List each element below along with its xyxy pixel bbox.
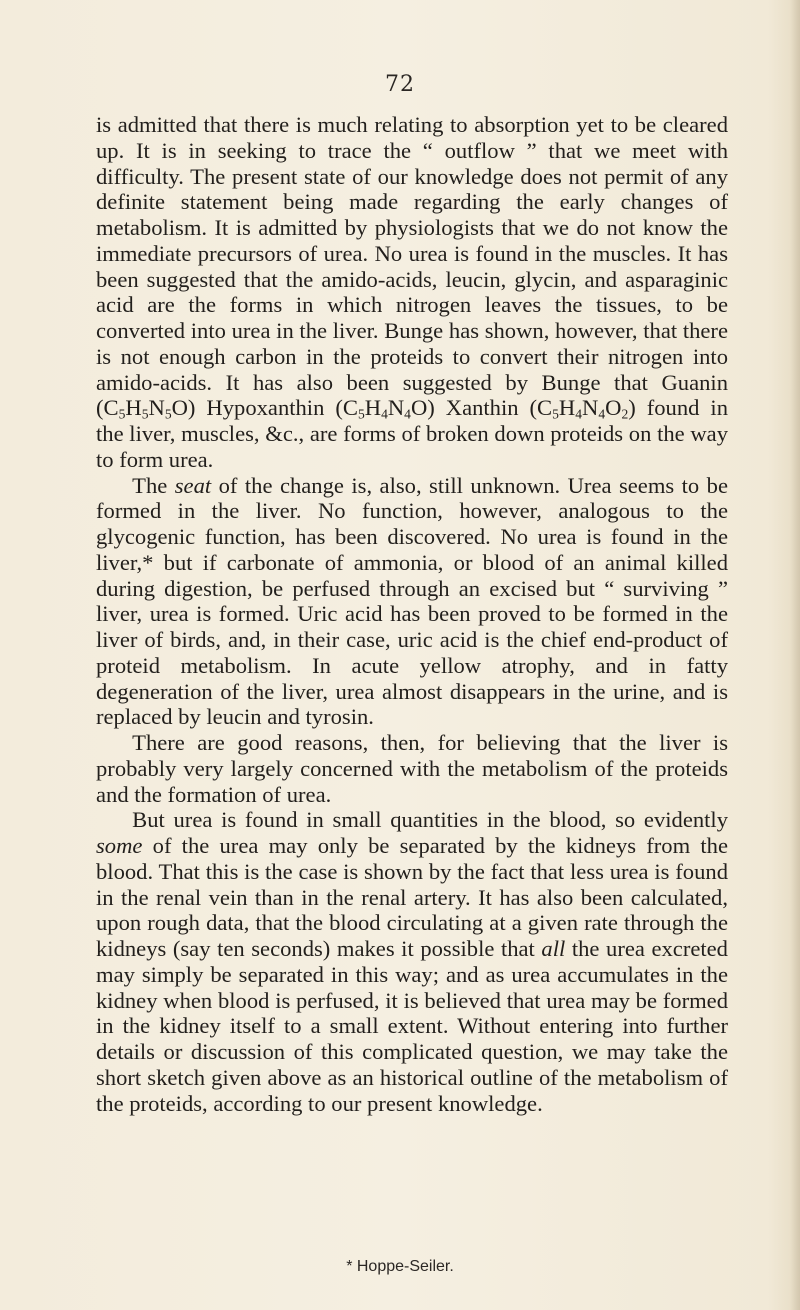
- text-segment: N: [582, 395, 599, 421]
- subscript: 5: [552, 406, 559, 422]
- subscript: 5: [118, 406, 126, 422]
- text-segment: O) Xanthin (C: [410, 395, 553, 421]
- text-segment: There are good reasons, then, for believing that the liver is probably very largely concerned with the metabolism of the proteids and the formation of urea.: [96, 730, 728, 807]
- text-segment: H: [558, 395, 576, 421]
- subscript: 2: [621, 406, 629, 422]
- text-segment: is admitted that there is much relating to absorption yet to be cleared up. It is in seeking to trace the “ outflow ” that we meet with difficulty. The present state of our knowledge does not permit of any definite statement being made regarding the early changes of metabolism. It is admitted by physiologists that we do not know the immediate precursors of urea. No urea is found in the muscles. It has been suggested that the amido-acids, leucin, glycin, and asparaginic acid are the forms in which nitrogen leaves the tissues, to be converted into urea in the liver. Bunge has shown, however, that there is not enough carbon in the proteids to convert their nitrogen into amido-acids. It has also been suggested by Bunge that Guanin (C: [96, 112, 728, 421]
- page-edge-shadow: [790, 0, 800, 1310]
- text-segment: of the urea may only be separated by the kidneys from the blood. That this is the case is shown by the fact that less urea is found in the renal vein than in the renal artery. It has also been calculated, upon rough data, that the blood circulating at a given rate through the kidneys (say ten seconds) makes it possible that: [96, 833, 728, 961]
- text-segment: ) found in the liver, muscles, &c., are forms of broken down proteids on the way to form urea.: [96, 395, 728, 472]
- subscript: 5: [357, 406, 365, 422]
- paragraph-p4: [96, 807, 728, 1116]
- text-segment: O: [605, 395, 622, 421]
- text-segment: N: [148, 395, 165, 421]
- italic-text: all: [541, 936, 566, 961]
- text-segment: the urea excreted may simply be separated in this way; and as urea accumulates in the kidney when blood is perfused, it is believed that urea may be formed in the kidney itself to a small extent. Without entering into further details or discussion of this complicated question, we may take the short sketch given above as an historical outline of the metabolism of the proteids, according to our present knowledge.: [96, 936, 728, 1116]
- text-segment: But urea is found in small quantities in the blood, so evidently: [132, 807, 728, 833]
- subscript: 4: [598, 406, 606, 422]
- subscript: 5: [164, 406, 172, 422]
- paragraph-p2: [96, 473, 728, 731]
- body-text: [96, 112, 728, 1116]
- text-segment: of the change is, also, still unknown. Urea seems to be formed in the liver. No function, however, analogous to the glycogenic function, has been discovered. No urea is found in the liver,* but if carbonate of ammonia, or blood of an animal killed during digestion, be perfused through an excised but “ surviving ” liver, urea is formed. Uric acid has been proved to be formed in the liver of birds, and, in their case, uric acid is the chief end-product of proteid metabolism. In acute yellow atrophy, and in fatty degeneration of the liver, urea almost disappears in the urine, and is replaced by leucin and tyrosin.: [96, 472, 729, 730]
- text-segment: N: [387, 395, 405, 421]
- text-segment: H: [125, 395, 142, 421]
- subscript: 4: [575, 406, 583, 422]
- subscript: 5: [141, 406, 149, 422]
- footnote: * Hoppe-Seiler.: [346, 1258, 454, 1275]
- paragraph-p3: [96, 730, 728, 807]
- page-number: 72: [385, 72, 415, 97]
- subscript: 4: [381, 406, 388, 422]
- subscript: 4: [404, 406, 411, 422]
- text-segment: H: [364, 395, 382, 421]
- italic-text: seat: [174, 472, 212, 498]
- text-segment: O) Hypoxanthin (C: [171, 395, 358, 421]
- text-segment: The: [132, 472, 175, 498]
- paragraph-p1: [96, 112, 728, 473]
- italic-text: some: [96, 833, 143, 858]
